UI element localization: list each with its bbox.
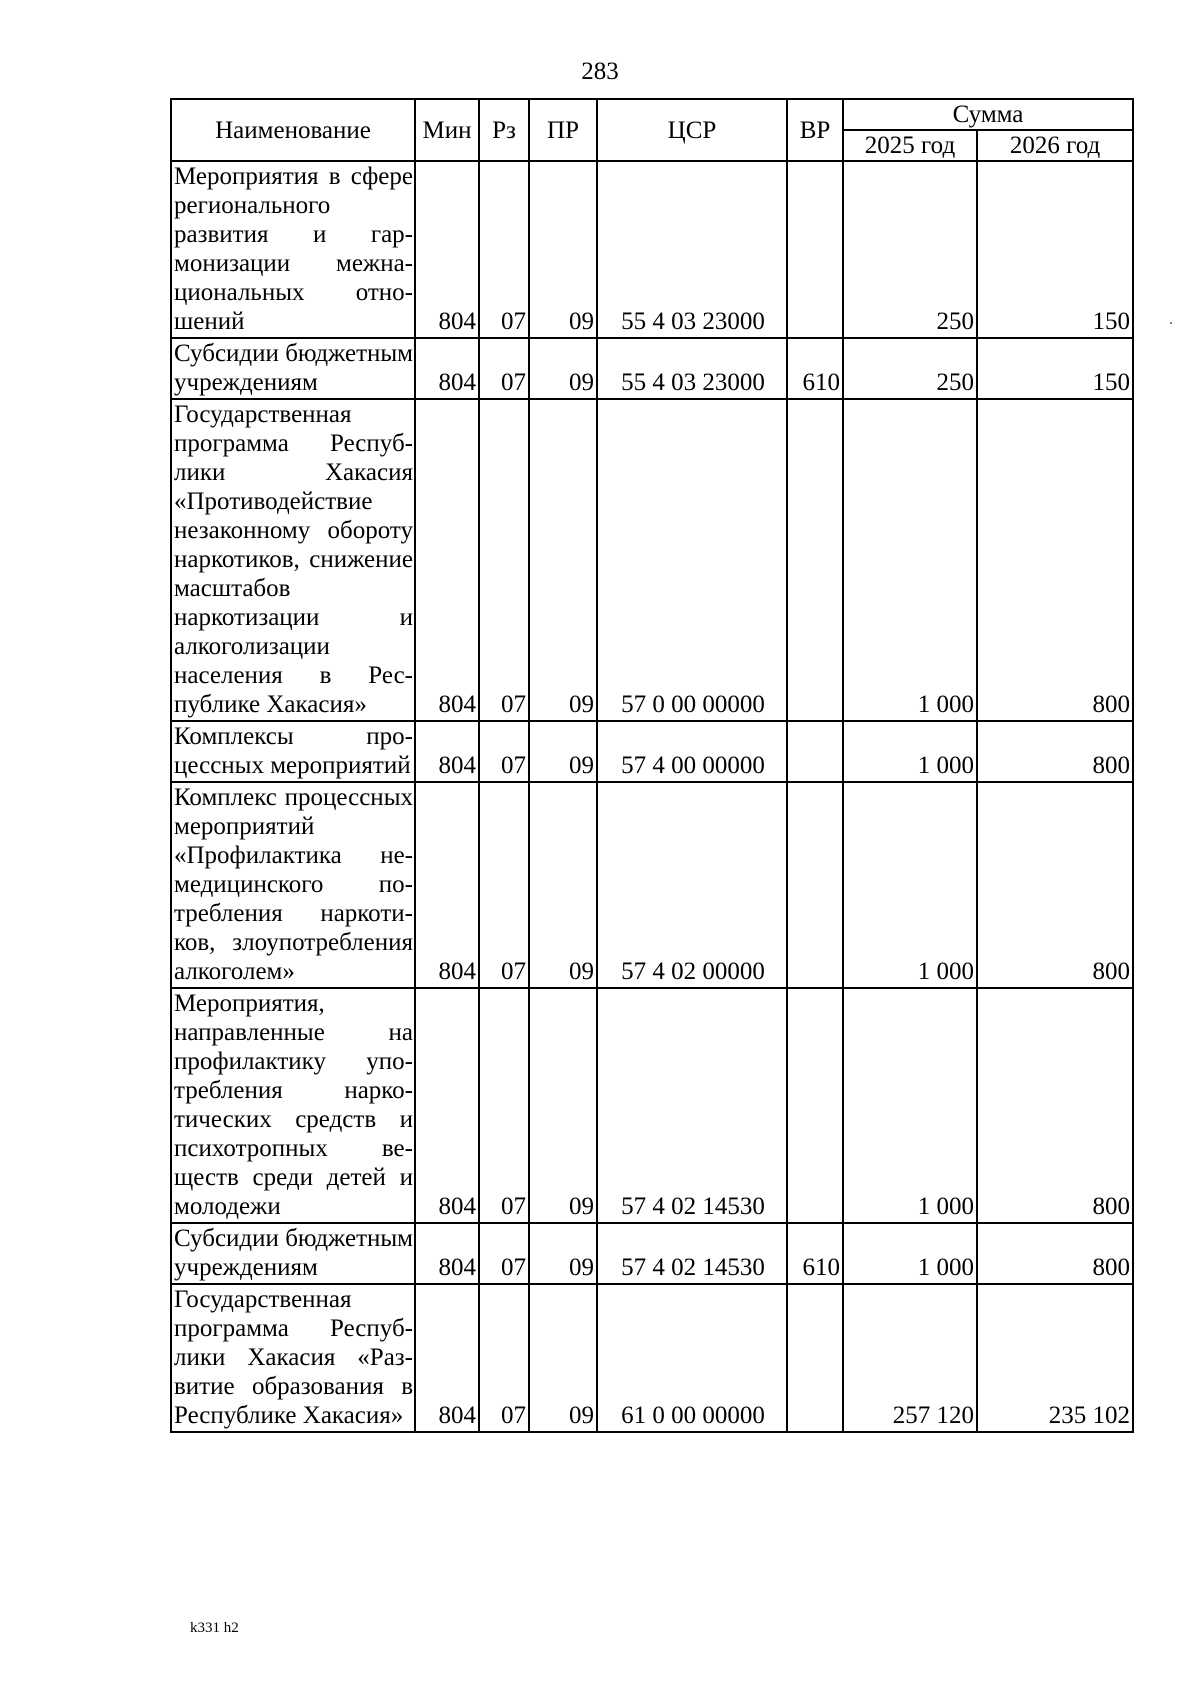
- header-pr: ПР: [529, 99, 597, 161]
- page-number: 283: [581, 58, 619, 85]
- cell-pr: 09: [529, 782, 597, 988]
- header-sum: Сумма: [843, 99, 1133, 130]
- header-year-2025: 2025 год: [843, 130, 977, 161]
- cell-sum-2025: 257 120: [843, 1284, 977, 1432]
- budget-table: [170, 98, 1134, 1433]
- cell-sum-2025: 1 000: [843, 721, 977, 782]
- table-row: [171, 161, 1133, 338]
- table-row: [171, 399, 1133, 721]
- table-body: [171, 161, 1133, 1432]
- header-vr: ВР: [787, 99, 843, 161]
- cell-vr: [787, 161, 843, 338]
- cell-rz: 07: [479, 988, 529, 1223]
- cell-name: Субсидии бюджетным учреждениям: [171, 338, 415, 399]
- cell-vr: [787, 988, 843, 1223]
- table-row: [171, 1284, 1133, 1432]
- cell-sum-2025: 1 000: [843, 988, 977, 1223]
- cell-csr: 57 4 02 00000: [597, 782, 787, 988]
- cell-rz: 07: [479, 338, 529, 399]
- cell-min: 804: [415, 161, 479, 338]
- cell-vr: [787, 1284, 843, 1432]
- cell-min: 804: [415, 721, 479, 782]
- cell-csr: 57 0 00 00000: [597, 399, 787, 721]
- cell-sum-2026: 800: [977, 1223, 1133, 1284]
- cell-sum-2026: 800: [977, 988, 1133, 1223]
- cell-pr: 09: [529, 338, 597, 399]
- cell-sum-2026: 800: [977, 721, 1133, 782]
- header-rz: Рз: [479, 99, 529, 161]
- table-row: [171, 338, 1133, 399]
- cell-sum-2025: 250: [843, 338, 977, 399]
- header-year-2026: 2026 год: [977, 130, 1133, 161]
- cell-pr: 09: [529, 161, 597, 338]
- header-name: Наименование: [171, 99, 415, 161]
- cell-csr: 55 4 03 23000: [597, 161, 787, 338]
- cell-name: Мероприятия в сфере регионального развития и гармонизации межнациональных отношений: [171, 161, 415, 338]
- cell-sum-2026: 150: [977, 161, 1133, 338]
- header-min: Мин: [415, 99, 479, 161]
- cell-name: Комплекс процессных мероприятий «Профилактика немедицинского потребления наркотиков, злоупотребления алкоголем»: [171, 782, 415, 988]
- header-csr: ЦСР: [597, 99, 787, 161]
- cell-csr: 57 4 00 00000: [597, 721, 787, 782]
- cell-csr: 61 0 00 00000: [597, 1284, 787, 1432]
- cell-sum-2026: 235 102: [977, 1284, 1133, 1432]
- cell-sum-2026: 800: [977, 399, 1133, 721]
- table-row: [171, 988, 1133, 1223]
- table-row: [171, 721, 1133, 782]
- cell-name: Государственная программа Республики Хакасия «Противодействие незаконному обороту наркотиков, снижение масштабов наркотизации и алкоголизации населения в Республике Хакасия»: [171, 399, 415, 721]
- cell-rz: 07: [479, 161, 529, 338]
- cell-rz: 07: [479, 399, 529, 721]
- margin-mark: [1170, 322, 1172, 324]
- cell-rz: 07: [479, 1284, 529, 1432]
- cell-csr: 57 4 02 14530: [597, 988, 787, 1223]
- cell-sum-2026: 150: [977, 338, 1133, 399]
- cell-sum-2025: 1 000: [843, 1223, 977, 1284]
- table-row: [171, 1223, 1133, 1284]
- cell-min: 804: [415, 988, 479, 1223]
- cell-min: 804: [415, 399, 479, 721]
- cell-name: Мероприятия, направленные на профилактику употребления наркотических средств и психотропных веществ среди детей и молодежи: [171, 988, 415, 1223]
- cell-pr: 09: [529, 1223, 597, 1284]
- cell-name: Субсидии бюджетным учреждениям: [171, 1223, 415, 1284]
- cell-pr: 09: [529, 721, 597, 782]
- cell-sum-2025: 1 000: [843, 782, 977, 988]
- cell-min: 804: [415, 1284, 479, 1432]
- table-row: [171, 782, 1133, 988]
- cell-vr: [787, 782, 843, 988]
- cell-sum-2025: 250: [843, 161, 977, 338]
- cell-pr: 09: [529, 988, 597, 1223]
- cell-csr: 57 4 02 14530: [597, 1223, 787, 1284]
- cell-vr: 610: [787, 338, 843, 399]
- cell-min: 804: [415, 338, 479, 399]
- cell-rz: 07: [479, 1223, 529, 1284]
- footer-code: k331 h2: [190, 1620, 239, 1636]
- cell-vr: [787, 399, 843, 721]
- cell-vr: [787, 721, 843, 782]
- cell-sum-2025: 1 000: [843, 399, 977, 721]
- cell-sum-2026: 800: [977, 782, 1133, 988]
- cell-min: 804: [415, 782, 479, 988]
- cell-name: Государственная программа Республики Хакасия «Развитие образования в Республике Хакасия»: [171, 1284, 415, 1432]
- cell-pr: 09: [529, 1284, 597, 1432]
- header-row: [171, 99, 1133, 130]
- cell-name: Комплексы процессных мероприятий: [171, 721, 415, 782]
- cell-vr: 610: [787, 1223, 843, 1284]
- cell-rz: 07: [479, 782, 529, 988]
- cell-csr: 55 4 03 23000: [597, 338, 787, 399]
- cell-rz: 07: [479, 721, 529, 782]
- cell-min: 804: [415, 1223, 479, 1284]
- table-header: [171, 99, 1133, 161]
- cell-pr: 09: [529, 399, 597, 721]
